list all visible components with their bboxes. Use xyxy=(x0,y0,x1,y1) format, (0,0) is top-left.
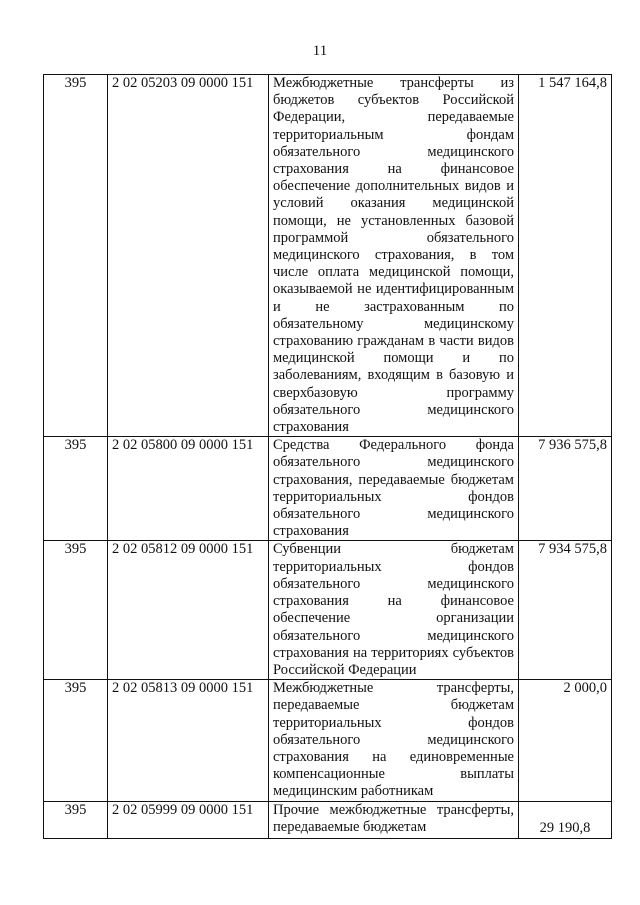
table-row xyxy=(44,75,612,437)
amount-cell: 2 000,0 xyxy=(519,680,612,801)
budget-classification-code-cell: 2 02 05812 09 0000 151 xyxy=(108,541,269,680)
table-row xyxy=(44,680,612,801)
revenue-description-cell: Субвенции бюджетам территориальных фондов обязательного медицинского страхования на финансовое обеспечение организации обязательного медицинского страхования на территориях субъектов Российской Федерации xyxy=(269,541,519,680)
table-row xyxy=(44,541,612,680)
budget-revenue-table xyxy=(43,74,612,839)
table-row xyxy=(44,801,612,838)
budget-classification-code-cell: 2 02 05203 09 0000 151 xyxy=(108,75,269,437)
revenue-description-cell: Межбюджетные трансферты, передаваемые бюджетам территориальных фондов обязательного медицинского страхования на единовременные компенсационные выплаты медицинским работникам xyxy=(269,680,519,801)
admin-code-cell: 395 xyxy=(44,75,108,437)
table-row xyxy=(44,437,612,541)
amount-cell: 29 190,8 xyxy=(519,801,612,838)
revenue-description-cell: Прочие межбюджетные трансферты, передаваемые бюджетам xyxy=(269,801,519,838)
revenue-description-cell: Средства Федерального фонда обязательного медицинского страхования, передаваемые бюджетам территориальных фондов обязательного медицинского страхования xyxy=(269,437,519,541)
budget-classification-code-cell: 2 02 05800 09 0000 151 xyxy=(108,437,269,541)
budget-classification-code-cell: 2 02 05813 09 0000 151 xyxy=(108,680,269,801)
admin-code-cell: 395 xyxy=(44,801,108,838)
admin-code-cell: 395 xyxy=(44,437,108,541)
admin-code-cell: 395 xyxy=(44,680,108,801)
page-number: 11 xyxy=(312,43,328,59)
amount-cell: 1 547 164,8 xyxy=(519,75,612,437)
amount-cell: 7 934 575,8 xyxy=(519,541,612,680)
revenue-description-cell: Межбюджетные трансферты из бюджетов субъектов Российской Федерации, передаваемые территориальным фондам обязательного медицинского страхования на финансовое обеспечение дополнительных видов и условий оказания медицинской помощи, не установленных базовой программой обязательного медицинского страхования, в том числе оплата медицинской помощи, оказываемой не идентифицированным и не застрахованным по обязательному медицинскому страхованию гражданам в части видов медицинской помощи и по заболеваниям, входящим в базовую и сверхбазовую программу обязательного медицинского страхования xyxy=(269,75,519,437)
budget-classification-code-cell: 2 02 05999 09 0000 151 xyxy=(108,801,269,838)
amount-cell: 7 936 575,8 xyxy=(519,437,612,541)
admin-code-cell: 395 xyxy=(44,541,108,680)
